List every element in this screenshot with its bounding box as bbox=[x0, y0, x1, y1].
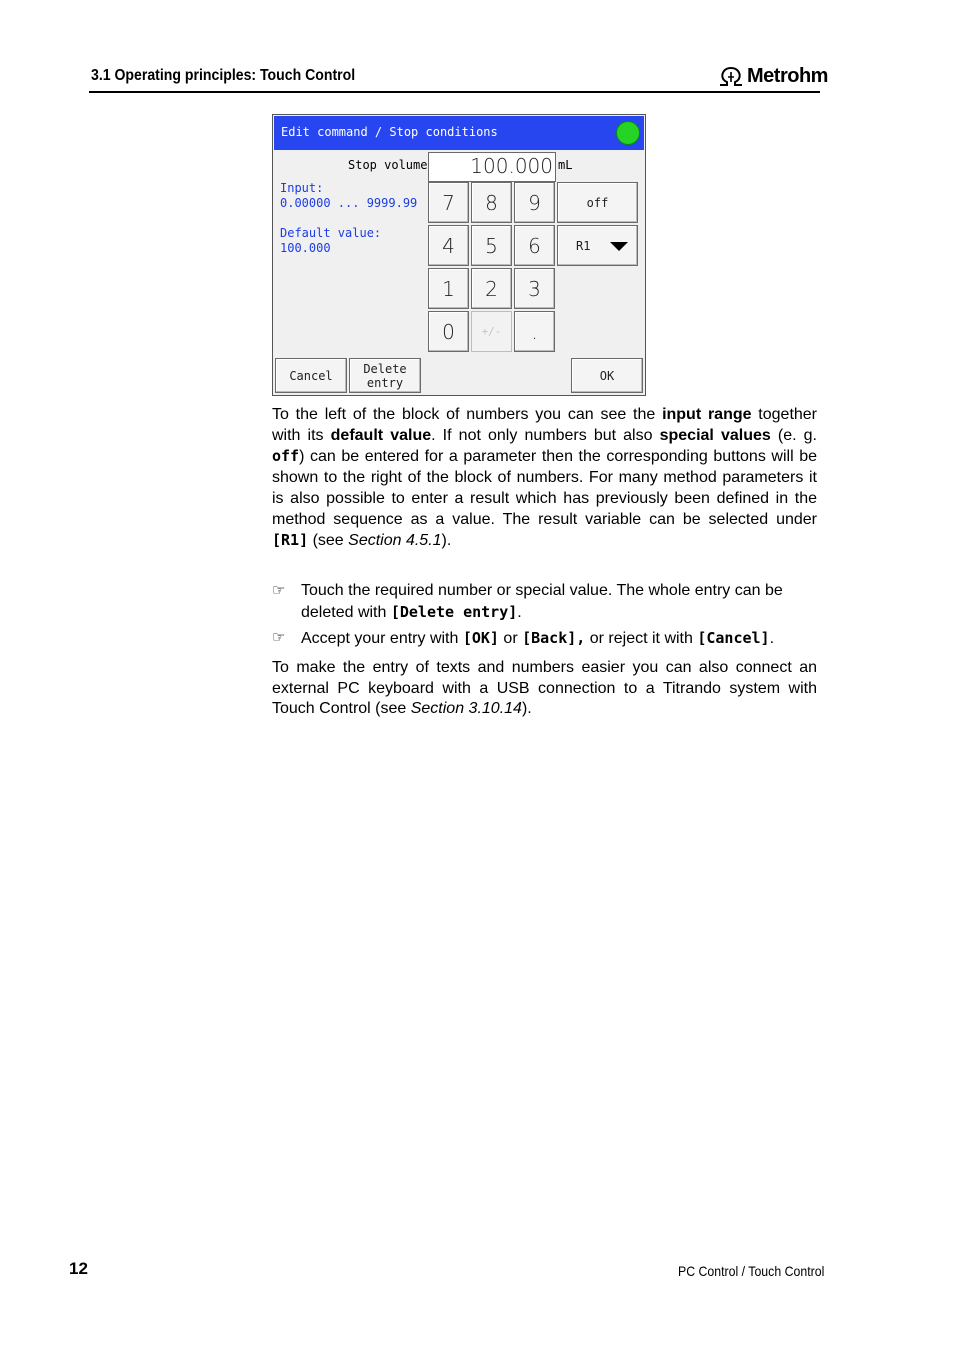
key-5[interactable]: 5 bbox=[471, 225, 512, 266]
paragraph-keyboard bbox=[272, 658, 817, 720]
bold-term: default value bbox=[330, 426, 432, 444]
text-run: . If not only numbers but also bbox=[431, 426, 660, 444]
code-term: [Cancel] bbox=[697, 629, 770, 647]
key-7[interactable]: 7 bbox=[428, 182, 469, 223]
field-label: Stop volume bbox=[348, 158, 428, 172]
default-value: 100.000 bbox=[280, 241, 331, 255]
paragraph-input-range bbox=[272, 405, 817, 552]
input-range: 0.00000 ... 9999.99 bbox=[280, 196, 418, 210]
bold-term: special values bbox=[659, 426, 771, 444]
screen-title-bar bbox=[274, 116, 644, 150]
key-8[interactable]: 8 bbox=[471, 182, 512, 223]
text-run: Accept your entry with bbox=[301, 630, 463, 647]
result-dropdown-value: R1 bbox=[576, 238, 591, 253]
key-4[interactable]: 4 bbox=[428, 225, 469, 266]
header-rule bbox=[89, 91, 820, 93]
unit-label: mL bbox=[558, 158, 573, 172]
code-term: off bbox=[272, 447, 300, 466]
metrohm-logo bbox=[718, 64, 828, 88]
delete-entry-button[interactable]: Delete entry bbox=[349, 358, 421, 393]
section-reference: Section 4.5.1 bbox=[348, 532, 442, 550]
text-run: ). bbox=[441, 532, 452, 550]
input-label: Input: bbox=[280, 181, 324, 195]
text-run: Touch the required number or special value. The whole entry can be deleted with bbox=[301, 582, 783, 621]
code-term: [R1] bbox=[272, 531, 309, 550]
pointing-hand-icon: ☞ bbox=[272, 629, 286, 646]
screen-title: Edit command / Stop conditions bbox=[281, 125, 498, 139]
instruction-text bbox=[301, 581, 817, 623]
instruction-text bbox=[301, 628, 817, 650]
code-term: [Delete entry] bbox=[390, 602, 518, 621]
key-2[interactable]: 2 bbox=[471, 268, 512, 309]
key-6[interactable]: 6 bbox=[514, 225, 555, 266]
text-run: (see bbox=[308, 532, 349, 550]
text-run: (e. g. bbox=[770, 426, 817, 444]
bold-term: input range bbox=[662, 406, 752, 423]
value-display: 100.000 bbox=[428, 152, 556, 182]
text-run: To the left of the block of numbers you can see the bbox=[272, 406, 663, 423]
text-run: . bbox=[769, 630, 775, 647]
pointing-hand-icon: ☞ bbox=[272, 582, 286, 599]
status-led-icon bbox=[616, 121, 640, 145]
text-run: or reject it with bbox=[585, 630, 698, 647]
section-header: 3.1 Operating principles: Touch Control bbox=[91, 67, 356, 84]
footer-doc-title: PC Control / Touch Control bbox=[678, 1263, 825, 1279]
touch-control-screen bbox=[272, 114, 646, 396]
instruction-item bbox=[272, 628, 817, 650]
text-run: ). bbox=[521, 700, 532, 718]
omega-logo-icon bbox=[718, 65, 744, 87]
text-run: ) can be entered for a parameter then the corresponding buttons will be shown to the right of the block of numbers. For many method parameters it is also possible to enter a result which has previously been defined in the method sequence as a value. The result variable can be selected under bbox=[272, 448, 817, 528]
key-0[interactable]: 0 bbox=[428, 311, 469, 352]
key-1[interactable]: 1 bbox=[428, 268, 469, 309]
decimal-point-key[interactable]: . bbox=[514, 311, 555, 352]
cancel-button[interactable]: Cancel bbox=[275, 358, 347, 393]
code-term: [Back], bbox=[522, 629, 586, 647]
dropdown-arrow-icon bbox=[610, 242, 628, 251]
off-button[interactable]: off bbox=[557, 182, 638, 223]
text-run: together with its bbox=[272, 406, 818, 444]
logo-wordmark: Metrohm bbox=[747, 64, 828, 87]
key-3[interactable]: 3 bbox=[514, 268, 555, 309]
section-reference: Section 3.10.14 bbox=[410, 700, 522, 718]
key-9[interactable]: 9 bbox=[514, 182, 555, 223]
result-dropdown[interactable] bbox=[557, 225, 638, 266]
text-run: . bbox=[517, 603, 522, 621]
plus-minus-key[interactable]: +/- bbox=[471, 311, 512, 352]
text-run: or bbox=[498, 630, 523, 647]
ok-button[interactable]: OK bbox=[571, 358, 643, 393]
page-number: 12 bbox=[69, 1259, 88, 1278]
code-term: [OK] bbox=[462, 629, 499, 647]
instruction-item bbox=[272, 581, 817, 623]
text-run: To make the entry of texts and numbers easier you can also connect an external PC keyboard with a USB connection to a Titrando system with Touch Control (see bbox=[272, 659, 817, 718]
default-label: Default value: bbox=[280, 226, 382, 240]
